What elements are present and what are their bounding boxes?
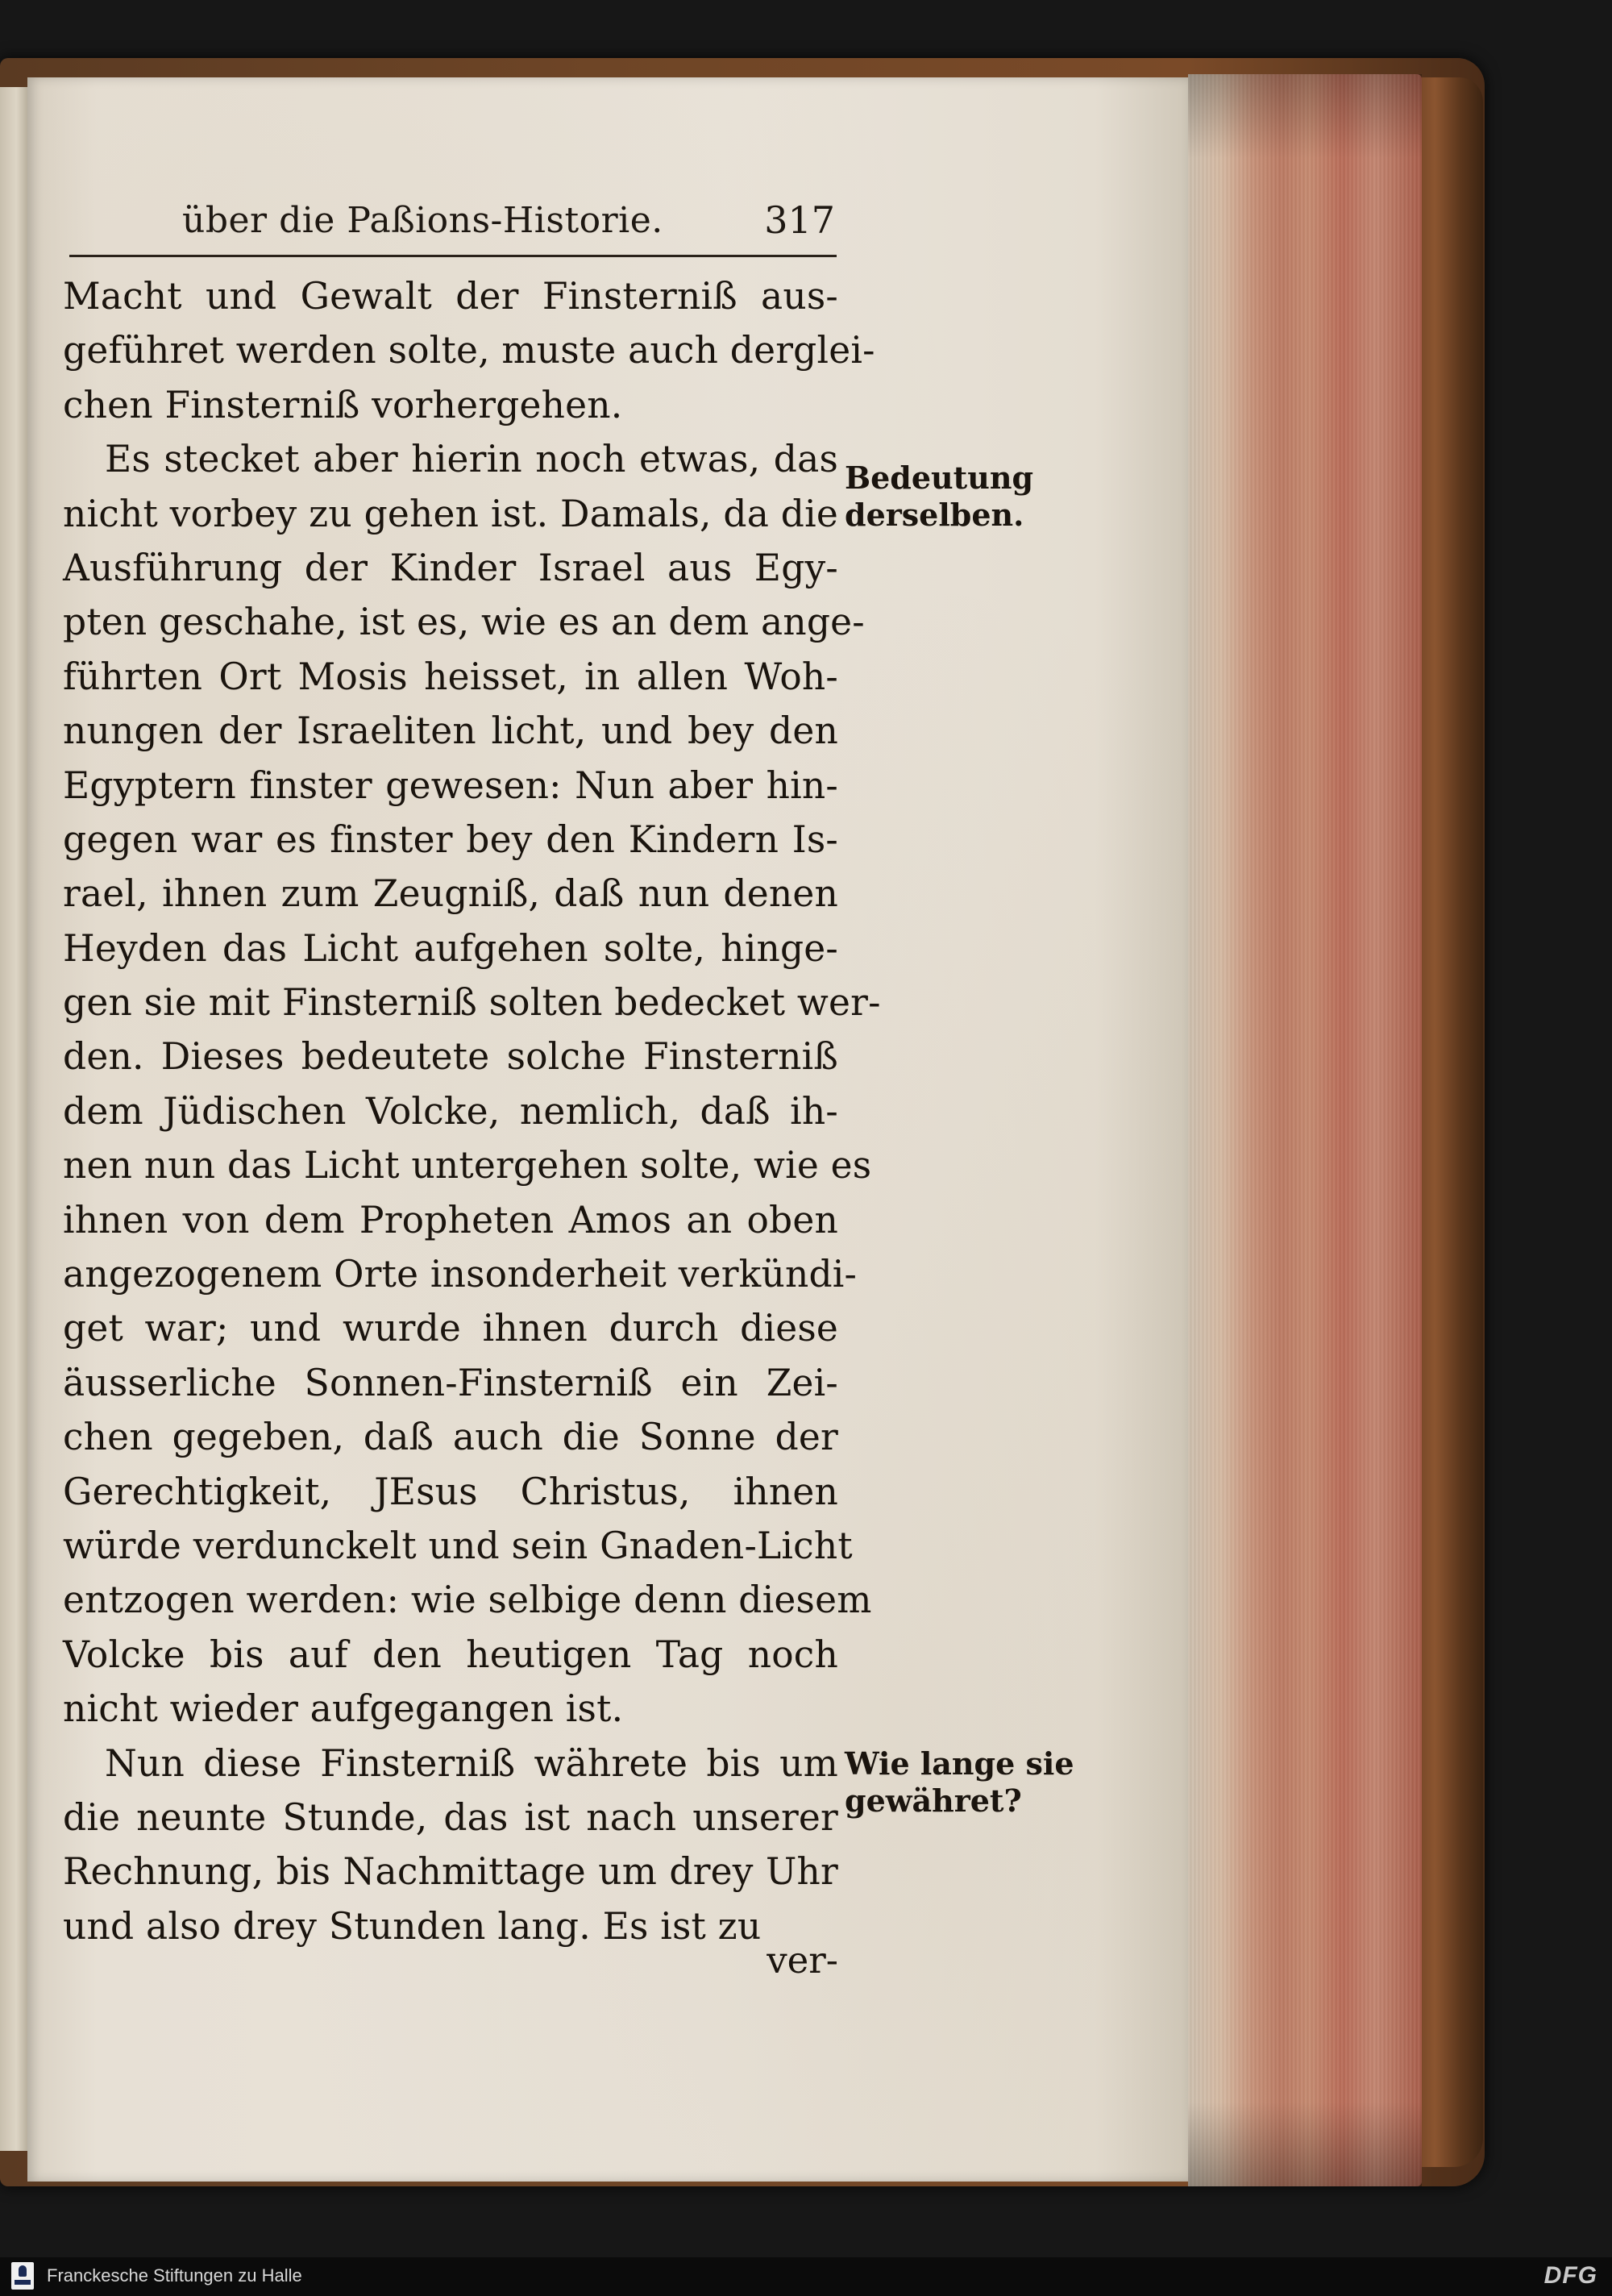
text-line: nen nun das Licht untergehen solte, wie es bbox=[63, 1144, 872, 1188]
text-line: angezogenem Orte insonderheit verkündi- bbox=[63, 1253, 858, 1296]
text-line: und also drey Stunden lang. Es ist zu bbox=[63, 1904, 762, 1948]
text-line: nicht wieder aufgegangen ist. bbox=[63, 1687, 624, 1731]
text-line: führten Ort Mosis heisset, in allen Woh- bbox=[63, 655, 838, 698]
text-line: pten geschahe, ist es, wie es an dem ange- bbox=[63, 601, 865, 644]
text-line: rael, ihnen zum Zeugniß, daß nun denen bbox=[63, 872, 838, 916]
marginal-note-line: derselben. bbox=[845, 497, 1024, 533]
text-line: nicht vorbey zu gehen ist. Damals, da die bbox=[63, 492, 838, 535]
catchword: ver- bbox=[767, 1939, 838, 1982]
text-line: dem Jüdischen Volcke, nemlich, daß ih- bbox=[63, 1089, 838, 1133]
text-line: chen gegeben, daß auch die Sonne der bbox=[63, 1416, 838, 1459]
page-fore-edge-shade bbox=[1188, 74, 1422, 2186]
text-line: Es stecket aber hierin noch etwas, das bbox=[105, 438, 838, 481]
text-line: den. Dieses bedeutete solche Finsterniß bbox=[63, 1035, 838, 1079]
text-line: Macht und Gewalt der Finsterniß aus- bbox=[63, 275, 838, 318]
text-line: gen sie mit Finsterniß solten bedecket wer- bbox=[63, 981, 881, 1025]
text-line: äusserliche Sonnen-Finsterniß ein Zei- bbox=[63, 1361, 838, 1404]
text-line: nungen der Israeliten licht, und bey den bbox=[63, 709, 838, 753]
marginal-note-meaning bbox=[845, 460, 1033, 534]
text-line: gegen war es finster bey den Kindern Is- bbox=[63, 817, 838, 861]
footer-bar bbox=[0, 2257, 1612, 2296]
text-line: Heyden das Licht aufgehen solte, hinge- bbox=[63, 926, 838, 970]
text-line: geführet werden solte, muste auch derglei- bbox=[63, 329, 875, 372]
text-line: Ausführung der Kinder Israel aus Egy- bbox=[63, 546, 838, 589]
marginal-note-line: Bedeutung bbox=[845, 460, 1034, 496]
text-line: Nun diese Finsterniß währete bis um bbox=[105, 1741, 838, 1785]
text-line: Egyptern finster gewesen: Nun aber hin- bbox=[63, 763, 838, 807]
text-line: chen Finsterniß vorhergehen. bbox=[63, 383, 623, 426]
marginal-note-duration bbox=[845, 1745, 1074, 1820]
text-line: Gerechtigkeit, JEsus Christus, ihnen bbox=[63, 1470, 838, 1513]
running-head bbox=[69, 193, 837, 258]
marginal-note-line: Wie lange sie bbox=[845, 1745, 1074, 1782]
running-head-rule bbox=[69, 255, 837, 257]
funder-logo: DFG bbox=[1543, 2262, 1597, 2289]
bleed-through-marks bbox=[902, 1218, 1111, 1258]
text-line: ihnen von dem Propheten Amos an oben bbox=[63, 1198, 838, 1242]
text-line: die neunte Stunde, das ist nach unserer bbox=[63, 1795, 838, 1839]
text-line: get war; und wurde ihnen durch diese bbox=[63, 1307, 838, 1350]
page-number: 317 bbox=[764, 198, 835, 242]
marginal-note-line: gewähret? bbox=[845, 1782, 1022, 1819]
text-line: Volcke bis auf den heutigen Tag noch bbox=[63, 1633, 838, 1676]
institution-name: Franckesche Stiftungen zu Halle bbox=[47, 2265, 302, 2286]
body-text bbox=[63, 269, 881, 1953]
text-line: entzogen werden: wie selbige denn diesem bbox=[63, 1578, 872, 1622]
text-line: würde verdunckelt und sein Gnaden-Licht bbox=[63, 1524, 853, 1567]
institution-logo-icon bbox=[11, 2262, 34, 2290]
text-line: Rechnung, bis Nachmittage um drey Uhr bbox=[63, 1850, 838, 1894]
previous-page-edge bbox=[0, 87, 27, 2151]
running-head-title: über die Paßions-Historie. bbox=[182, 200, 663, 241]
